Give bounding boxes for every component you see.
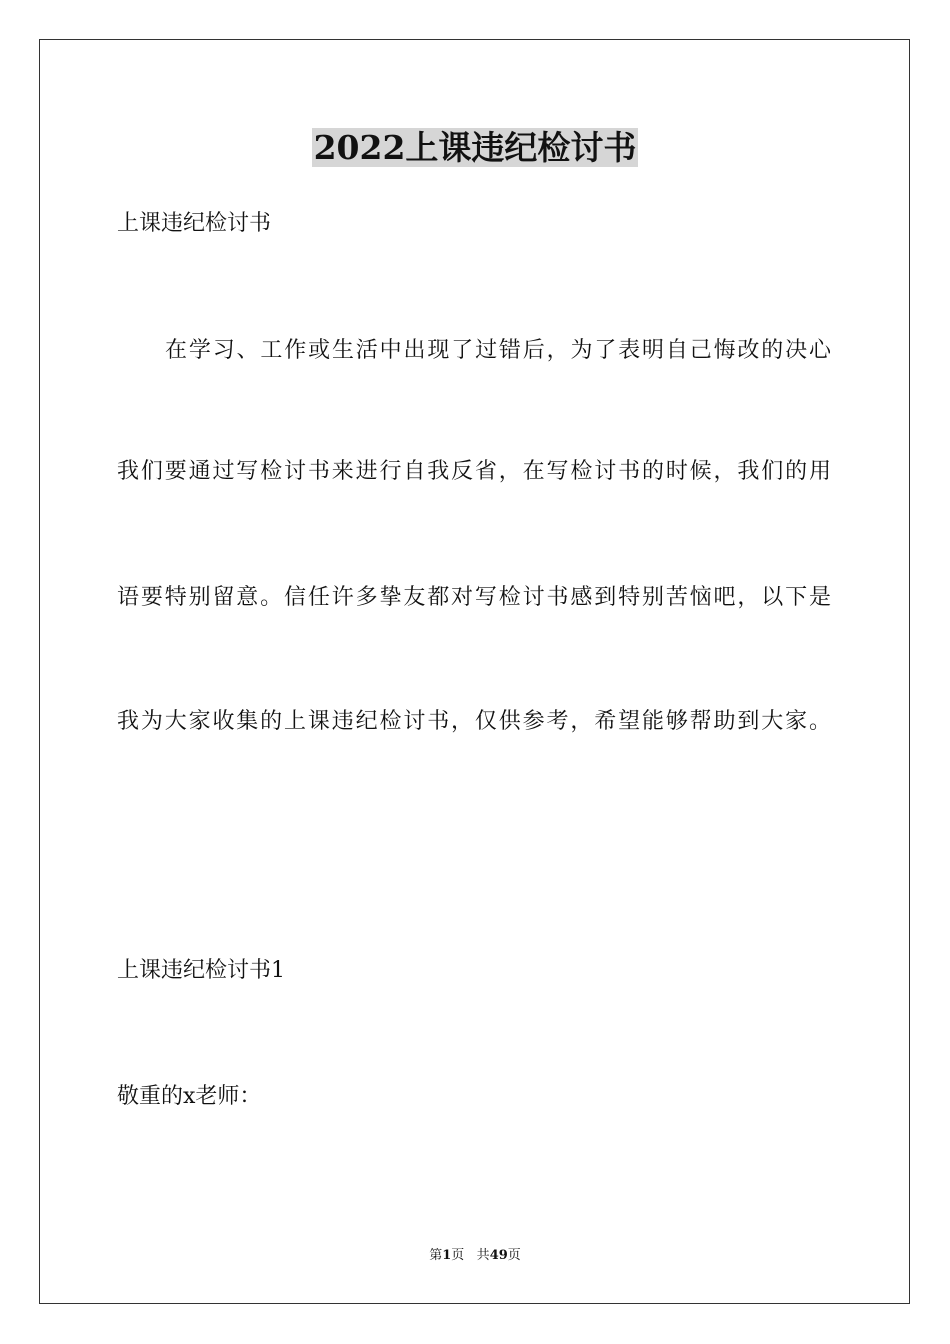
page-footer [0,1247,950,1265]
intro-line-2: 我们要通过写检讨书来进行自我反省，在写检讨书的时候，我们的用 [117,459,831,484]
total-suffix: 页 [507,1248,521,1263]
intro-line-3: 语要特别留意。信任许多挚友都对写检讨书感到特别苦恼吧，以下是 [117,585,831,610]
intro-line-4: 我为大家收集的上课违纪检讨书，仅供参考，希望能够帮助到大家。 [117,709,831,734]
section-heading: 上课违纪检讨书1 [117,958,285,983]
total-prefix: 共 [476,1248,490,1263]
page-prefix: 第 [429,1248,443,1263]
document-title [0,126,950,170]
document-subtitle: 上课违纪检讨书 [117,211,272,236]
page-number: 1 [442,1248,452,1263]
salutation: 敬重的x老师： [117,1084,262,1109]
page-suffix: 页 [451,1248,465,1263]
intro-line-1: 在学习、工作或生活中出现了过错后，为了表明自己悔改的决心 [165,338,831,363]
total-pages: 49 [489,1248,508,1263]
document-title-text: 2022上课违纪检讨书 [313,128,637,167]
